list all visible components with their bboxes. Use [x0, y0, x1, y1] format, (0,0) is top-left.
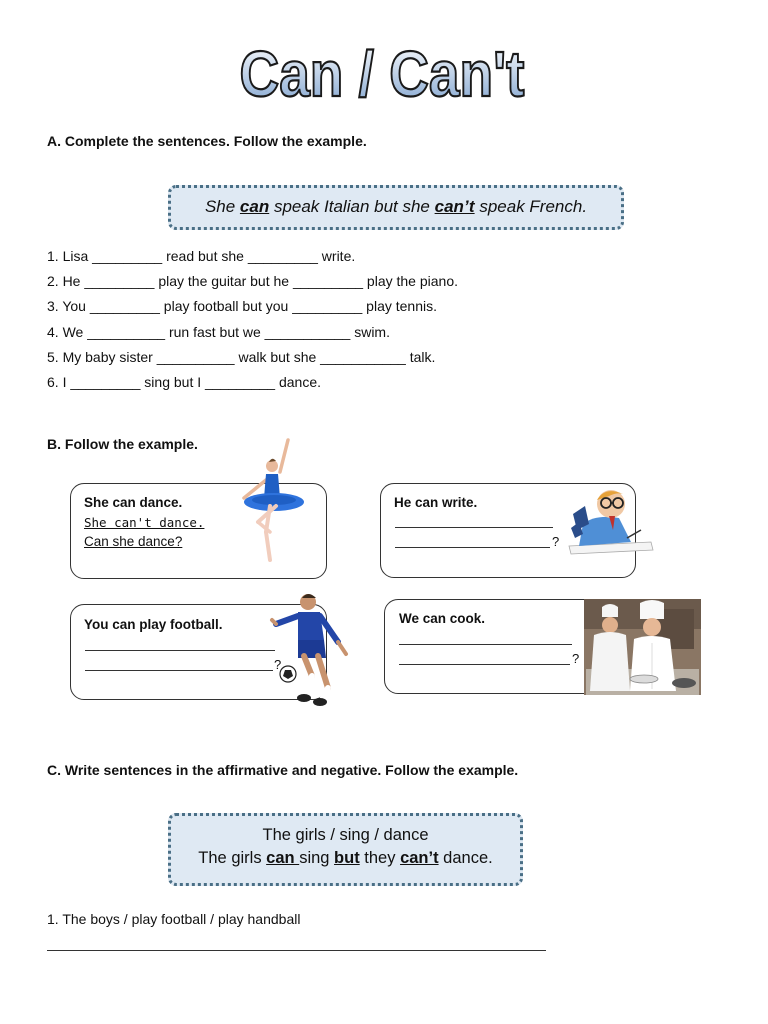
- example-cant: can’t: [400, 849, 439, 867]
- example-text: sing: [299, 849, 335, 867]
- example-can: can: [266, 849, 300, 867]
- worksheet-title: [0, 22, 768, 112]
- example-cant: can’t: [434, 197, 475, 216]
- section-b-heading: B. Follow the example.: [47, 436, 198, 452]
- exercise-a-list: [47, 244, 458, 395]
- card-title: We can cook.: [399, 611, 486, 626]
- exercise-item: 1. Lisa _________ read but she _________ write.: [47, 248, 356, 264]
- card-answer-negative: She can't dance.: [84, 515, 205, 530]
- card-title: He can write.: [394, 495, 478, 510]
- example-text: dance.: [438, 849, 493, 867]
- example-text: speak Italian but she: [269, 197, 435, 216]
- exercise-item: 4. We __________ run fast but we ___________ swim.: [47, 323, 390, 340]
- answer-line[interactable]: [399, 664, 570, 665]
- exercise-item: 5. My baby sister __________ walk but she ___________ talk.: [47, 348, 436, 365]
- example-answer: [171, 847, 520, 870]
- football-player-image: [268, 590, 354, 706]
- example-text: The girls: [198, 849, 267, 867]
- answer-line[interactable]: [399, 644, 572, 645]
- section-a-heading: A. Complete the sentences. Follow the example.: [47, 133, 367, 149]
- answer-line[interactable]: [47, 950, 546, 951]
- example-text: speak French.: [474, 197, 588, 216]
- example-text: they: [359, 849, 401, 867]
- example-but: but: [334, 849, 360, 867]
- answer-line[interactable]: [395, 527, 553, 528]
- example-can: can: [239, 197, 270, 216]
- example-box-c: [168, 813, 523, 886]
- card-answer-question: Can she dance?: [84, 534, 183, 549]
- exercise-item: 2. He _________ play the guitar but he _________ play the piano.: [47, 273, 458, 290]
- exercise-item: 6. I _________ sing but I _________ dance.: [47, 374, 322, 391]
- section-c-heading: C. Write sentences in the affirmative and negative. Follow the example.: [47, 762, 519, 778]
- exercise-item: 3. You _________ play football but you _________ play tennis.: [47, 298, 437, 315]
- question-mark: ?: [552, 534, 560, 549]
- answer-line[interactable]: [85, 650, 275, 651]
- example-prompt: The girls / sing / dance: [262, 826, 429, 844]
- boy-writing-image: [565, 484, 657, 556]
- ballerina-image: [236, 436, 308, 566]
- card-title: She can dance.: [84, 495, 183, 510]
- answer-line[interactable]: [85, 670, 273, 671]
- question-mark: ?: [274, 657, 282, 672]
- exercise-c-item: 1. The boys / play football / play handball: [47, 911, 301, 927]
- example-box-a: [168, 185, 624, 230]
- title-text: Can / Can't: [239, 38, 525, 110]
- chefs-cooking-image: [584, 599, 701, 695]
- example-text: She: [204, 197, 240, 216]
- question-mark: ?: [572, 651, 580, 666]
- answer-line[interactable]: [395, 547, 550, 548]
- card-title: You can play football.: [84, 617, 223, 632]
